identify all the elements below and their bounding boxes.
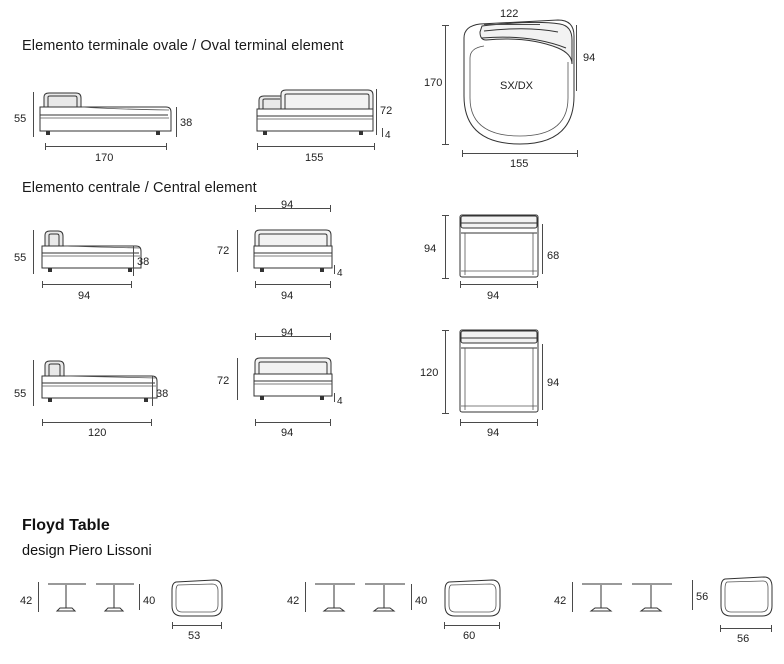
rule-terminal-side-width xyxy=(45,146,167,147)
tick xyxy=(374,143,375,150)
tick xyxy=(442,25,449,26)
rule-central94-front-width xyxy=(255,284,331,285)
dim-central94-top-height2: 68 xyxy=(547,250,560,262)
dim-central94-top-width: 94 xyxy=(487,290,500,302)
tick xyxy=(499,622,500,629)
dim-central94-top-height: 94 xyxy=(424,243,437,255)
tick xyxy=(42,419,43,426)
label-sx-dx: SX/DX xyxy=(500,80,534,92)
dim-terminal-top-bottom-width: 155 xyxy=(510,158,529,170)
tick xyxy=(720,625,721,632)
tick xyxy=(442,215,449,216)
rule-table3-top-height xyxy=(692,580,693,610)
rule-central120-side-height xyxy=(33,360,34,406)
dim-central120-side-height: 55 xyxy=(14,388,27,400)
tick xyxy=(221,622,222,629)
tick xyxy=(460,281,461,288)
rule-central120-top-height xyxy=(445,330,446,414)
section-title-terminal: Elemento terminale ovale / Oval terminal element xyxy=(22,38,344,54)
dim-central94-front-topwidth: 94 xyxy=(281,199,294,211)
rule-central94-top-width xyxy=(460,284,538,285)
rule-central94-front-seat xyxy=(334,265,335,274)
tick xyxy=(460,419,461,426)
dim-terminal-front-height: 72 xyxy=(380,105,393,117)
central120-front-view xyxy=(252,356,342,412)
dim-central94-side-height: 55 xyxy=(14,252,27,264)
rule-central94-side-width xyxy=(42,284,132,285)
dim-central120-front-height: 72 xyxy=(217,375,230,387)
rule-terminal-front-width xyxy=(257,146,375,147)
dim-central94-front-seat: 4 xyxy=(337,268,343,279)
dim-table3-top-width: 56 xyxy=(737,633,750,645)
tick xyxy=(442,278,449,279)
rule-central120-front-seat xyxy=(334,393,335,402)
tick xyxy=(330,281,331,288)
dim-table1-height: 42 xyxy=(20,595,33,607)
tick xyxy=(442,330,449,331)
rule-central120-side-height2 xyxy=(152,376,153,406)
rule-central120-front-width xyxy=(255,422,331,423)
dim-central94-front-width: 94 xyxy=(281,290,294,302)
tick xyxy=(255,419,256,426)
dim-terminal-front-seat: 4 xyxy=(385,130,391,141)
rule-central94-side-height2 xyxy=(133,246,134,276)
dim-central120-side-width: 120 xyxy=(88,427,107,439)
section-title-central: Elemento centrale / Central element xyxy=(22,180,257,196)
central120-top-view xyxy=(458,328,548,420)
tick xyxy=(255,333,256,340)
central94-top-view xyxy=(458,213,548,285)
dim-central120-top-height: 120 xyxy=(420,367,439,379)
rule-central94-top-height xyxy=(445,215,446,279)
tick xyxy=(172,622,173,629)
dim-table3-top-height: 56 xyxy=(696,591,709,603)
product-title: Floyd Table xyxy=(22,517,110,534)
tick xyxy=(255,205,256,212)
rule-central120-front-height xyxy=(237,358,238,400)
rule-terminal-side-height2 xyxy=(176,107,177,137)
dim-terminal-side-height: 55 xyxy=(14,113,27,125)
rule-terminal-top-bottom-width xyxy=(462,153,578,154)
dim-terminal-top-depth: 170 xyxy=(424,77,443,89)
table1-top-view xyxy=(170,578,226,622)
rule-table2-height xyxy=(305,582,306,612)
tick xyxy=(151,419,152,426)
tick xyxy=(442,144,449,145)
rule-table3-top-width xyxy=(720,628,772,629)
terminal-side-view xyxy=(38,85,178,145)
central94-front-view xyxy=(252,228,342,284)
dim-central94-side-width: 94 xyxy=(78,290,91,302)
rule-central120-side-width xyxy=(42,422,152,423)
dim-table1-top-height: 40 xyxy=(143,595,156,607)
dim-terminal-front-width: 155 xyxy=(305,152,324,164)
tick xyxy=(577,150,578,157)
tick xyxy=(330,333,331,340)
tick xyxy=(257,143,258,150)
rule-terminal-front-height xyxy=(376,89,377,135)
dim-terminal-top-height: 94 xyxy=(583,52,596,64)
rule-terminal-side-height xyxy=(33,92,34,137)
tick xyxy=(330,205,331,212)
terminal-front-view xyxy=(255,85,385,145)
tick xyxy=(166,143,167,150)
dim-table2-top-width: 60 xyxy=(463,630,476,642)
table1-elevation-view xyxy=(46,578,136,618)
dim-central120-front-width: 94 xyxy=(281,427,294,439)
tick xyxy=(444,622,445,629)
dim-terminal-side-height2: 38 xyxy=(180,117,193,129)
dim-table3-height: 42 xyxy=(554,595,567,607)
rule-table2-top-width xyxy=(444,625,500,626)
dim-terminal-side-width: 170 xyxy=(95,152,114,164)
dim-table1-top-width: 53 xyxy=(188,630,201,642)
dim-central120-front-topwidth: 94 xyxy=(281,327,294,339)
tick xyxy=(537,281,538,288)
tick xyxy=(330,419,331,426)
rule-central120-top-height2 xyxy=(542,344,543,410)
rule-terminal-top-depth xyxy=(445,25,446,145)
rule-table3-height xyxy=(572,582,573,612)
rule-terminal-top-width xyxy=(484,24,540,25)
table2-top-view xyxy=(442,578,504,622)
rule-terminal-front-seat xyxy=(382,128,383,137)
dim-central120-side-height2: 38 xyxy=(156,388,169,400)
rule-table1-top-height xyxy=(139,584,140,610)
table2-elevation-view xyxy=(313,578,408,618)
tick xyxy=(537,419,538,426)
tick xyxy=(462,150,463,157)
rule-table1-height xyxy=(38,582,39,612)
dim-terminal-top-width: 122 xyxy=(500,8,519,20)
rule-central120-top-width xyxy=(460,422,538,423)
table3-top-view xyxy=(718,574,776,622)
dim-central120-top-height2: 94 xyxy=(547,377,560,389)
dim-central94-side-height2: 38 xyxy=(137,256,150,268)
rule-central94-front-height xyxy=(237,230,238,272)
rule-table2-top-height xyxy=(411,584,412,610)
tick xyxy=(42,281,43,288)
table3-elevation-view xyxy=(580,578,675,618)
dim-central120-front-seat: 4 xyxy=(337,396,343,407)
tick xyxy=(255,281,256,288)
tick xyxy=(442,413,449,414)
rule-central94-side-height xyxy=(33,230,34,274)
tick xyxy=(771,625,772,632)
dim-table2-top-height: 40 xyxy=(415,595,428,607)
rule-table1-top-width xyxy=(172,625,222,626)
tick xyxy=(45,143,46,150)
dim-central120-top-width: 94 xyxy=(487,427,500,439)
rule-terminal-top-height xyxy=(576,25,577,91)
dim-table2-height: 42 xyxy=(287,595,300,607)
product-designer: design Piero Lissoni xyxy=(22,543,152,559)
central120-side-view xyxy=(40,350,170,412)
dim-central94-front-height: 72 xyxy=(217,245,230,257)
rule-central94-top-height2 xyxy=(542,224,543,274)
tick xyxy=(131,281,132,288)
